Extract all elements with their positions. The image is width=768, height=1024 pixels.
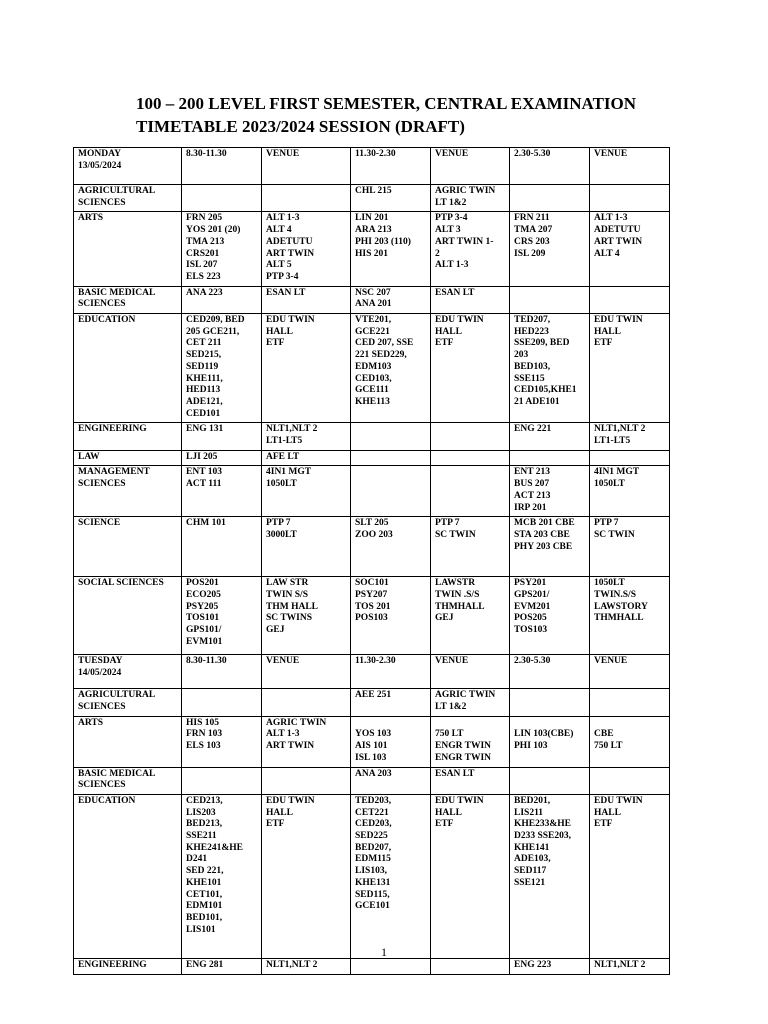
session1-courses-cell: CED209, BED 205 GCE211, CET 211 SED215, SED119 KHE111, HED113 ADE121, CED101 (182, 314, 262, 423)
session2-venue-cell: LAWSTR TWIN .S/S THMHALL GEJ (431, 577, 510, 655)
session2-venue-cell (431, 423, 510, 450)
session3-courses-cell: ENG 221 (510, 423, 590, 450)
session3-courses-cell: 2.30-5.30 (510, 655, 590, 689)
session3-venue-cell: 4IN1 MGT 1050LT (590, 466, 670, 517)
session1-venue-cell (262, 689, 351, 716)
session3-venue-cell: PTP 7 SC TWIN (590, 517, 670, 577)
session2-venue-cell: ESAN LT (431, 286, 510, 313)
session1-courses-cell: LJI 205 (182, 450, 262, 466)
session3-venue-cell (590, 450, 670, 466)
timetable (73, 147, 670, 975)
faculty-cell: TUESDAY 14/05/2024 (74, 655, 182, 689)
session1-venue-cell: PTP 7 3000LT (262, 517, 351, 577)
session1-venue-cell (262, 767, 351, 794)
session3-venue-cell: 1050LT TWIN.S/S LAWSTORY THMHALL (590, 577, 670, 655)
session1-courses-cell: POS201 ECO205 PSY205 TOS101 GPS101/ EVM101 (182, 577, 262, 655)
table-row (74, 423, 670, 450)
session3-courses-cell (510, 185, 590, 212)
session1-venue-cell: NLT1,NLT 2 (262, 958, 351, 974)
faculty-cell: SOCIAL SCIENCES (74, 577, 182, 655)
session2-venue-cell: EDU TWIN HALL ETF (431, 314, 510, 423)
table-row (74, 517, 670, 577)
session2-courses-cell: SOC101 PSY207 TOS 201 POS103 (351, 577, 431, 655)
session2-venue-cell: PTP 7 SC TWIN (431, 517, 510, 577)
title-line-2: TIMETABLE 2023/2024 SESSION (DRAFT) (136, 117, 465, 136)
table-row (74, 767, 670, 794)
session1-courses-cell: ENT 103 ACT 111 (182, 466, 262, 517)
session1-courses-cell: HIS 105 FRN 103 ELS 103 (182, 716, 262, 767)
session3-courses-cell: 2.30-5.30 (510, 148, 590, 185)
session2-courses-cell (351, 466, 431, 517)
session2-courses-cell: AEE 251 (351, 689, 431, 716)
page-number: 1 (381, 945, 387, 959)
table-row (74, 466, 670, 517)
session2-courses-cell (351, 450, 431, 466)
session1-venue-cell: AGRIC TWIN ALT 1-3 ART TWIN (262, 716, 351, 767)
session3-venue-cell: EDU TWIN HALL ETF (590, 314, 670, 423)
session3-courses-cell (510, 689, 590, 716)
session2-courses-cell: CHL 215 (351, 185, 431, 212)
faculty-cell: EDUCATION (74, 794, 182, 958)
session1-venue-cell: ESAN LT (262, 286, 351, 313)
title-line-1: 100 – 200 LEVEL FIRST SEMESTER, CENTRAL EXAMINATION (136, 94, 637, 113)
session1-venue-cell: EDU TWIN HALL ETF (262, 794, 351, 958)
faculty-cell: EDUCATION (74, 314, 182, 423)
session2-courses-cell: 11.30-2.30 (351, 655, 431, 689)
session2-venue-cell (431, 450, 510, 466)
session1-venue-cell: EDU TWIN HALL ETF (262, 314, 351, 423)
session3-courses-cell: ENT 213 BUS 207 ACT 213 IRP 201 (510, 466, 590, 517)
session2-venue-cell (431, 466, 510, 517)
table-row (74, 212, 670, 286)
session2-courses-cell: ANA 203 (351, 767, 431, 794)
session3-courses-cell: LIN 103(CBE) PHI 103 (510, 716, 590, 767)
faculty-cell: ARTS (74, 212, 182, 286)
session3-courses-cell: PSY201 GPS201/ EVM201 POS205 TOS103 (510, 577, 590, 655)
table-row (74, 689, 670, 716)
faculty-cell: SCIENCE (74, 517, 182, 577)
faculty-cell: BASIC MEDICAL SCIENCES (74, 286, 182, 313)
session1-courses-cell (182, 767, 262, 794)
faculty-cell: LAW (74, 450, 182, 466)
session3-courses-cell: BED201, LIS211 KHE233&HE D233 SSE203, KHE141 ADE103, SED117 SSE121 (510, 794, 590, 958)
session3-venue-cell: ALT 1-3 ADETUTU ART TWIN ALT 4 (590, 212, 670, 286)
session2-venue-cell: AGRIC TWIN LT 1&2 (431, 689, 510, 716)
session3-courses-cell: TED207, HED223 SSE209, BED 203 BED103, SSE115 CED105,KHE1 21 ADE101 (510, 314, 590, 423)
session3-venue-cell: CBE 750 LT (590, 716, 670, 767)
session2-venue-cell: EDU TWIN HALL ETF (431, 794, 510, 958)
document-title (136, 92, 736, 138)
session3-courses-cell: MCB 201 CBE STA 203 CBE PHY 203 CBE (510, 517, 590, 577)
session1-venue-cell: LAW STR TWIN S/S THM HALL SC TWINS GEJ (262, 577, 351, 655)
timetable-body (74, 148, 670, 975)
table-row (74, 655, 670, 689)
session1-courses-cell: CED213, LIS203 BED213, SSE211 KHE241&HE D241 SED 221, KHE101 CET101, EDM101 BED101, LIS101 (182, 794, 262, 958)
session1-courses-cell: ENG 281 (182, 958, 262, 974)
session2-venue-cell: 750 LT ENGR TWIN ENGR TWIN (431, 716, 510, 767)
session3-venue-cell (590, 185, 670, 212)
session1-courses-cell (182, 689, 262, 716)
session3-venue-cell: EDU TWIN HALL ETF (590, 794, 670, 958)
session1-venue-cell (262, 185, 351, 212)
session2-courses-cell: YOS 103 AIS 101 ISL 103 (351, 716, 431, 767)
session2-venue-cell: AGRIC TWIN LT 1&2 (431, 185, 510, 212)
table-row (74, 450, 670, 466)
session1-venue-cell: AFE LT (262, 450, 351, 466)
session1-courses-cell: 8.30-11.30 (182, 148, 262, 185)
session1-courses-cell: FRN 205 YOS 201 (20) TMA 213 CRS201 ISL 207 ELS 223 (182, 212, 262, 286)
session1-venue-cell: NLT1,NLT 2 LT1-LT5 (262, 423, 351, 450)
session2-courses-cell: NSC 207 ANA 201 (351, 286, 431, 313)
faculty-cell: MONDAY 13/05/2024 (74, 148, 182, 185)
session3-venue-cell: NLT1,NLT 2 LT1-LT5 (590, 423, 670, 450)
faculty-cell: MANAGEMENT SCIENCES (74, 466, 182, 517)
session2-venue-cell: VENUE (431, 148, 510, 185)
session2-venue-cell: VENUE (431, 655, 510, 689)
session3-venue-cell (590, 767, 670, 794)
table-row (74, 314, 670, 423)
session3-courses-cell (510, 767, 590, 794)
session3-venue-cell: VENUE (590, 148, 670, 185)
session2-venue-cell: PTP 3-4 ALT 3 ART TWIN 1- 2 ALT 1-3 (431, 212, 510, 286)
session3-courses-cell: ENG 223 (510, 958, 590, 974)
session1-venue-cell: ALT 1-3 ALT 4 ADETUTU ART TWIN ALT 5 PTP 3-4 (262, 212, 351, 286)
session1-venue-cell: VENUE (262, 148, 351, 185)
table-row (74, 286, 670, 313)
faculty-cell: AGRICULTURAL SCIENCES (74, 689, 182, 716)
session2-venue-cell (431, 958, 510, 974)
session1-courses-cell: ANA 223 (182, 286, 262, 313)
table-row (74, 958, 670, 974)
table-row (74, 185, 670, 212)
session3-courses-cell (510, 450, 590, 466)
faculty-cell: ENGINEERING (74, 423, 182, 450)
session2-courses-cell: LIN 201 ARA 213 PHI 203 (110) HIS 201 (351, 212, 431, 286)
faculty-cell: ENGINEERING (74, 958, 182, 974)
session2-courses-cell: SLT 205 ZOO 203 (351, 517, 431, 577)
session2-venue-cell: ESAN LT (431, 767, 510, 794)
session1-courses-cell: CHM 101 (182, 517, 262, 577)
session3-venue-cell (590, 689, 670, 716)
session1-venue-cell: VENUE (262, 655, 351, 689)
session1-courses-cell: ENG 131 (182, 423, 262, 450)
faculty-cell: ARTS (74, 716, 182, 767)
session3-venue-cell: VENUE (590, 655, 670, 689)
table-row (74, 148, 670, 185)
session3-venue-cell (590, 286, 670, 313)
session2-courses-cell: VTE201, GCE221 CED 207, SSE 221 SED229, EDM103 CED103, GCE111 KHE113 (351, 314, 431, 423)
session3-courses-cell: FRN 211 TMA 207 CRS 203 ISL 209 (510, 212, 590, 286)
table-row (74, 794, 670, 958)
session2-courses-cell (351, 423, 431, 450)
faculty-cell: AGRICULTURAL SCIENCES (74, 185, 182, 212)
table-row (74, 577, 670, 655)
table-row (74, 716, 670, 767)
session1-venue-cell: 4IN1 MGT 1050LT (262, 466, 351, 517)
session3-venue-cell: NLT1,NLT 2 (590, 958, 670, 974)
session2-courses-cell: TED203, CET221 CED203, SED225 BED207, EDM115 LIS103, KHE131 SED115, GCE101 (351, 794, 431, 958)
session1-courses-cell: 8.30-11.30 (182, 655, 262, 689)
session2-courses-cell: 11.30-2.30 (351, 148, 431, 185)
session2-courses-cell (351, 958, 431, 974)
session1-courses-cell (182, 185, 262, 212)
session3-courses-cell (510, 286, 590, 313)
faculty-cell: BASIC MEDICAL SCIENCES (74, 767, 182, 794)
